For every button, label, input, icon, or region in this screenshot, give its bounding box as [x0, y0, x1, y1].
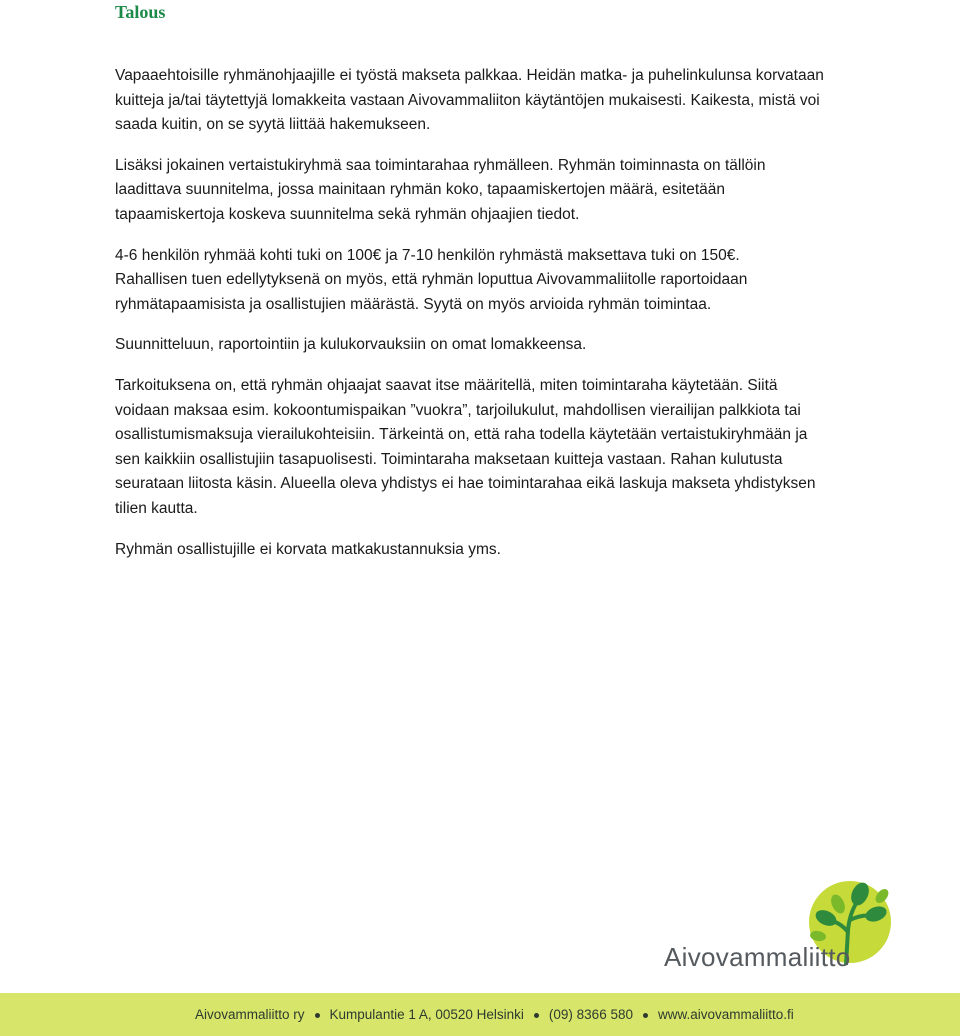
- paragraph-forms: Suunnitteluun, raportointiin ja kulukorvauksiin on omat lomakkeensa.: [115, 336, 587, 354]
- paragraph-activity-money: Lisäksi jokainen vertaistukiryhmä saa toimintarahaa ryhmälleen. Ryhmän toiminnasta on tällöin laadittava suunnitelma, jossa mainitaan ryhmän koko, tapaamiskertojen määrä, esitetään tapaamiskertoja koskeva suunnitelma sekä ryhmän ohjaajien tiedot.: [115, 156, 766, 223]
- footer: [0, 993, 960, 1036]
- paragraph-reporting: Rahallisen tuen edellytyksenä on myös, että ryhmän loputtua Aivovammaliitolle raportoidaan ryhmätapaamisista ja osallistujien määrästä. Syytä on myös arvioida ryhmän toimintaa.: [115, 271, 748, 313]
- bullet-icon: [534, 1013, 539, 1018]
- organization-logo: [660, 880, 900, 980]
- paragraph-usage: Tarkoituksena on, että ryhmän ohjaajat saavat itse määritellä, miten toimintaraha käytetään. Siitä voidaan maksaa esim. kokoontumispaikan ”vuokra”, tarjoilukulut, mahdollisen vierailijan palkkiota tai osallistumismaksuja vierailukohteisiin. Tärkeintä on, että raha todella käytetään vertaistukiryhmään ja sen kaikkiin osallistujiin tasapuolisesti. Toimintaraha maksetaan kuitteja vastaan. Rahan kulutusta seurataan liitosta käsin. Alueella oleva yhdistys ei hae toimintarahaa eikä laskuja makseta yhdistyksen tilien kautta.: [115, 376, 816, 517]
- footer-phone: (09) 8366 580: [548, 1007, 633, 1022]
- bullet-icon: [643, 1013, 648, 1018]
- paragraph-travel-costs: Ryhmän osallistujille ei korvata matkakustannuksia yms.: [115, 540, 501, 558]
- main-content: [115, 64, 835, 578]
- footer-contact-line: [195, 993, 794, 1036]
- page-title: Talous: [115, 2, 166, 22]
- footer-organization: Aivovammaliitto ry: [195, 1007, 305, 1022]
- paragraph-support-amounts: 4-6 henkilön ryhmää kohti tuki on 100€ ja 7-10 henkilön ryhmästä maksettava tuki on 150€.: [115, 246, 740, 264]
- footer-website: www.aivovammaliitto.fi: [657, 1007, 794, 1022]
- paragraph-volunteer-pay: Vapaaehtoisille ryhmänohjaajille ei työstä makseta palkkaa. Heidän matka- ja puhelinkulunsa korvataan kuitteja ja/tai täytettyjä lomakkeita vastaan Aivovammaliiton käytäntöjen mukaisesti. Kaikesta, mistä voi saada kuitin, on se syytä liittää hakemukseen.: [115, 67, 824, 134]
- logo-wordmark: Aivovammaliitto: [664, 942, 851, 972]
- footer-address: Kumpulantie 1 A, 00520 Helsinki: [329, 1007, 524, 1022]
- bullet-icon: [315, 1013, 320, 1018]
